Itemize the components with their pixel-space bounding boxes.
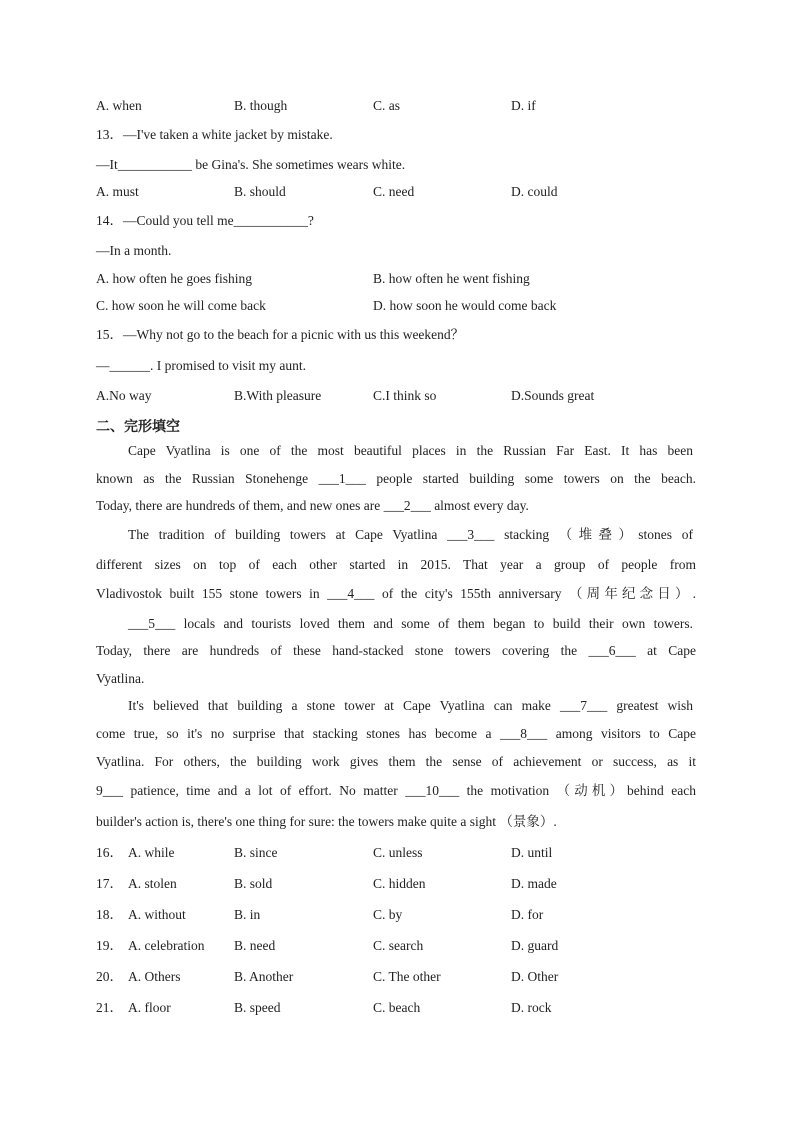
option-b: B. since [234, 845, 278, 860]
passage-line: Today, there are hundreds of them, and new ones are ___2___ almost every day. [96, 498, 529, 513]
option-d: D. for [511, 907, 544, 922]
option-a: A. celebration [128, 938, 205, 953]
option-c: C. unless [373, 845, 423, 860]
option-d: D. Other [511, 969, 559, 984]
question-number: 17． [96, 876, 123, 891]
passage-line: Today, there are hundreds of these hand-stacked stone towers covering the ___6___ at Cape [96, 643, 696, 658]
q15-option-b: B.With pleasure [234, 388, 322, 403]
question-number: 18． [96, 907, 123, 922]
passage-line: come true, so it's no surprise that stacking stones has become a ___8___ among visitors to Cape [96, 726, 696, 741]
passage-line: builder's action is, there's one thing for sure: the towers make quite a sight （景象）. [96, 814, 557, 829]
option-b: B. speed [234, 1000, 281, 1015]
passage-line: The tradition of building towers at Cape Vyatlina ___3___ stacking （堆叠）stones of [128, 527, 693, 542]
option-b: B. Another [234, 969, 294, 984]
option-c: C. search [373, 938, 424, 953]
passage-line: ___5___ locals and tourists loved them and some of them began to build their own towers. [128, 616, 693, 631]
q12-option-d: D. if [511, 98, 536, 113]
q14-stem: 14．—Could you tell me___________? [96, 213, 314, 228]
passage-line: Cape Vyatlina is one of the most beautiful places in the Russian Far East. It has been [128, 443, 693, 458]
q13-stem: 13．—I've taken a white jacket by mistake. [96, 127, 333, 142]
q12-option-c: C. as [373, 98, 400, 113]
q15-option-d: D.Sounds great [511, 388, 595, 403]
q14-reply: —In a month. [96, 243, 172, 258]
q13-option-c: C. need [373, 184, 415, 199]
option-c: C. by [373, 907, 403, 922]
q13-reply: —It___________ be Gina's. She sometimes wears white. [96, 157, 406, 172]
question-number: 16． [96, 845, 123, 860]
q15-stem: 15．—Why not go to the beach for a picnic with us this weekend？ [96, 327, 465, 342]
option-a: A. while [128, 845, 175, 860]
question-number: 20． [96, 969, 123, 984]
option-a: A. stolen [128, 876, 177, 891]
q14-option-d: D. how soon he would come back [373, 298, 557, 313]
option-d: D. made [511, 876, 557, 891]
option-a: A. without [128, 907, 186, 922]
q14-option-b: B. how often he went fishing [373, 271, 530, 286]
passage-line: different sizes on top of each other started in 2015. That year a group of people from [96, 557, 696, 572]
option-c: C. The other [373, 969, 441, 984]
option-b: B. sold [234, 876, 273, 891]
option-d: D. until [511, 845, 553, 860]
option-d: D. rock [511, 1000, 552, 1015]
passage-line: It's believed that building a stone tower at Cape Vyatlina can make ___7___ greatest wish [128, 698, 693, 713]
option-c: C. hidden [373, 876, 426, 891]
option-b: B. need [234, 938, 276, 953]
passage-line: known as the Russian Stonehenge ___1___ people started building some towers on the beach. [96, 471, 696, 486]
section-heading: 二、完形填空 [96, 419, 180, 435]
passage-line: Vladivostok built 155 stone towers in ___4___ of the city's 155th anniversary （周年纪念日）. [96, 586, 696, 601]
q13-option-b: B. should [234, 184, 286, 199]
passage-line: 9___ patience, time and a lot of effort. No matter ___10___ the motivation （动机）behind each [96, 783, 696, 798]
q13-option-d: D. could [511, 184, 558, 199]
passage-line: Vyatlina. [96, 671, 145, 686]
option-b: B. in [234, 907, 261, 922]
q14-option-c: C. how soon he will come back [96, 298, 266, 313]
q13-option-a: A. must [96, 184, 139, 199]
passage-line: Vyatlina. For others, the building work gives them the sense of achievement or success, as it [96, 754, 696, 769]
option-c: C. beach [373, 1000, 421, 1015]
q15-reply: —______. I promised to visit my aunt. [96, 358, 306, 373]
option-a: A. floor [128, 1000, 171, 1015]
question-number: 21． [96, 1000, 123, 1015]
option-d: D. guard [511, 938, 559, 953]
q12-option-a: A. when [96, 98, 142, 113]
q12-option-b: B. though [234, 98, 288, 113]
question-number: 19． [96, 938, 123, 953]
q14-option-a: A. how often he goes fishing [96, 271, 252, 286]
option-a: A. Others [128, 969, 181, 984]
q15-option-a: A.No way [96, 388, 152, 403]
q15-option-c: C.I think so [373, 388, 437, 403]
